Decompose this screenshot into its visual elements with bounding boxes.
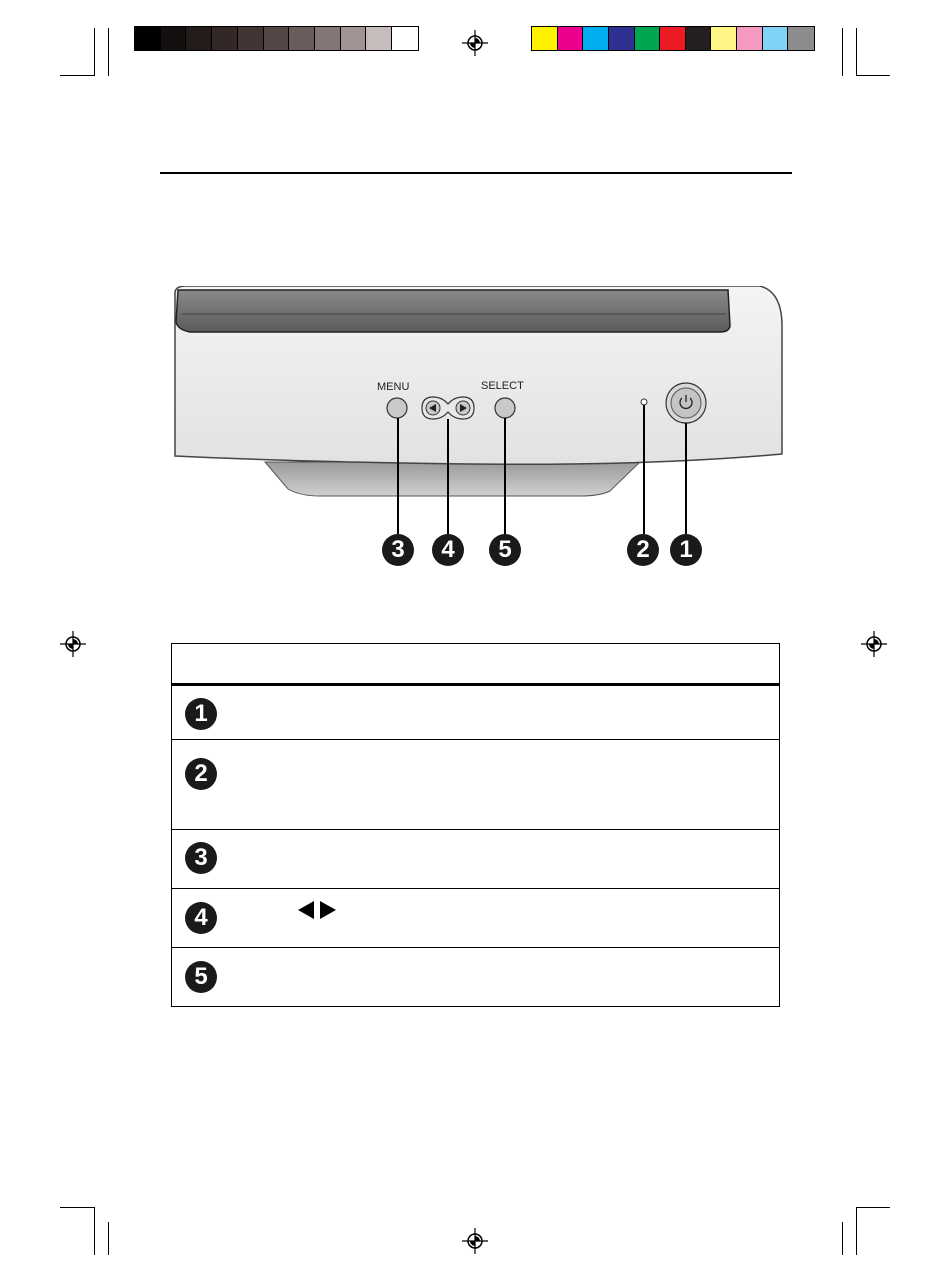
crop-mark: [842, 1222, 843, 1255]
leader-line: [643, 500, 645, 534]
color-swatch: [788, 27, 814, 50]
callout-number: 1: [670, 534, 702, 566]
menu-label: MENU: [377, 381, 410, 393]
crop-mark: [842, 28, 843, 76]
color-swatch: [532, 27, 558, 50]
color-swatch: [366, 27, 392, 50]
row-number: 5: [185, 961, 217, 993]
color-swatch: [186, 27, 212, 50]
registration-mark-icon: [861, 631, 887, 657]
crop-mark: [856, 75, 890, 76]
crop-mark: [108, 1222, 109, 1255]
crop-mark: [856, 1207, 890, 1208]
crop-mark: [94, 1207, 95, 1255]
color-swatch: [558, 27, 584, 50]
callout-number: 5: [489, 534, 521, 566]
color-swatch: [161, 27, 187, 50]
color-swatch: [711, 27, 737, 50]
callout-number: 2: [627, 534, 659, 566]
header-rule: [160, 172, 792, 174]
right-arrow-icon: [320, 901, 336, 919]
color-swatch: [392, 27, 418, 50]
crop-mark: [856, 1207, 857, 1255]
color-swatch: [135, 27, 161, 50]
table-row: [172, 740, 779, 830]
color-swatch: [315, 27, 341, 50]
table-row: [172, 948, 779, 1006]
crop-mark: [108, 28, 109, 76]
table-row: [172, 830, 779, 889]
leader-line: [685, 500, 687, 534]
registration-mark-icon: [462, 30, 488, 56]
color-swatch: [686, 27, 712, 50]
left-arrow-icon: [298, 901, 314, 919]
color-swatch: [212, 27, 238, 50]
table-row: [172, 889, 779, 948]
controls-table: [171, 643, 780, 1007]
color-swatch: [635, 27, 661, 50]
color-swatch: [737, 27, 763, 50]
table-row: [172, 686, 779, 740]
row-number: 4: [185, 902, 217, 934]
color-swatch: [341, 27, 367, 50]
process-color-bar: [531, 26, 815, 51]
row-number: 1: [185, 698, 217, 730]
crop-mark: [856, 28, 857, 76]
color-swatch: [609, 27, 635, 50]
leader-line: [447, 500, 449, 534]
color-swatch: [583, 27, 609, 50]
leader-line: [504, 500, 506, 534]
leader-line: [397, 500, 399, 534]
color-swatch: [289, 27, 315, 50]
crop-mark: [94, 28, 95, 76]
callout-number: 4: [432, 534, 464, 566]
monitor-front-panel-illustration: [170, 286, 785, 501]
color-swatch: [238, 27, 264, 50]
gray-color-bar: [134, 26, 419, 51]
color-swatch: [763, 27, 789, 50]
table-header: [172, 644, 779, 686]
row-number: 3: [185, 842, 217, 874]
callout-number: 3: [382, 534, 414, 566]
registration-mark-icon: [60, 631, 86, 657]
crop-mark: [60, 1207, 94, 1208]
menu-button-illustration: [387, 398, 407, 418]
select-label: SELECT: [481, 380, 524, 392]
color-swatch: [660, 27, 686, 50]
arrow-keys: [298, 901, 336, 919]
color-swatch: [264, 27, 290, 50]
crop-mark: [60, 75, 94, 76]
registration-mark-icon: [462, 1228, 488, 1254]
row-number: 2: [185, 758, 217, 790]
